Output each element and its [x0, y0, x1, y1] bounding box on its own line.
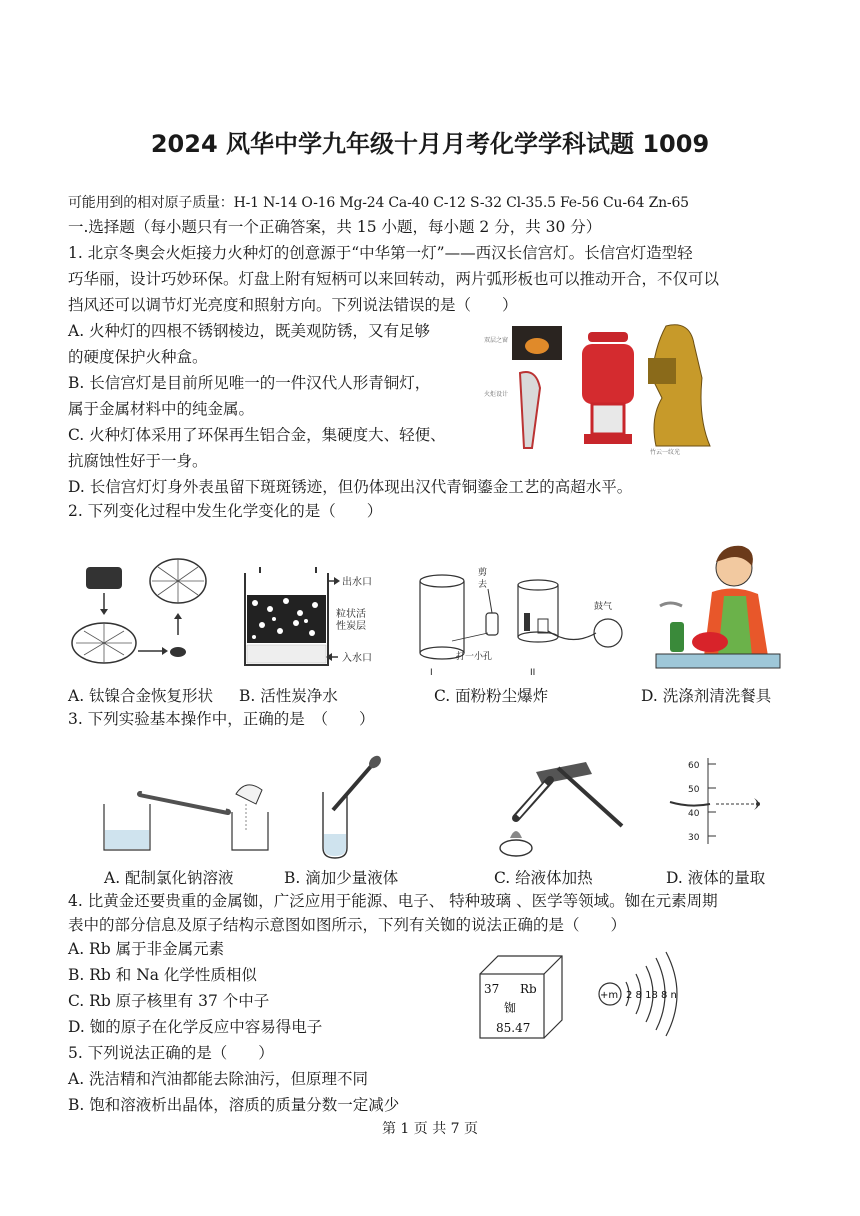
lantern-body: [582, 344, 634, 404]
paper-funnel: [236, 785, 262, 804]
section-heading: 一.选择题（每小题只有一个正确答案，共 15 小题，每小题 2 分，共 30 分）: [68, 218, 602, 236]
beaker-right: [232, 812, 268, 850]
dropper: [333, 764, 373, 810]
q1-option-b-line-2: 属于金属材料中的纯金属。: [68, 400, 255, 418]
q2-figure-b: [240, 565, 400, 677]
page-footer: 第 1 页 共 7 页: [381, 1121, 479, 1137]
nucleus-charge: +m: [600, 990, 619, 1001]
element-symbol: Rb: [520, 982, 537, 996]
page-title: 2024 风华中学九年级十月月考化学学科试题 1009: [150, 130, 710, 158]
detergent-bottle-icon: [670, 622, 684, 652]
atomic-mass: 85.47: [496, 1021, 531, 1035]
q2-stem: 2. 下列变化过程中发生化学变化的是（ ）: [68, 502, 383, 520]
q3-stem: 3. 下列实验基本操作中，正确的是 （ ）: [68, 710, 375, 728]
q1-option-b-line-1: B. 长信宫灯是目前所见唯一的一件汉代人形青铜灯，: [68, 374, 431, 392]
q3-figure-b: [315, 752, 385, 860]
dish-icon: [692, 632, 728, 652]
q4-stem-line-2: 表中的部分信息及原子结构示意图如图所示，下列有关铷的说法正确的是（ ）: [68, 916, 627, 934]
q1-option-d: D. 长信宫灯灯身外表虽留下斑斑锈迹，但仍体现出汉代青铜鎏金工艺的高超水平。: [68, 478, 633, 496]
palace-lamp-icon: [652, 325, 710, 446]
q4-option-d: D. 铷的原子在化学反应中容易得电子: [68, 1018, 323, 1036]
q3-caption-d: D. 液体的量取: [666, 869, 766, 887]
q3-caption-b: B. 滴加少量液体: [284, 869, 399, 887]
sink-icon: [656, 654, 780, 668]
candle-icon: [524, 613, 530, 631]
q1-stem-line-2: 巧华丽，设计巧妙环保。灯盘上附有短柄可以来回转动，两片弧形板也可以推动开合，不仅可以: [68, 270, 720, 288]
bottle-icon: [486, 613, 498, 635]
q1-lamps-figure: [480, 318, 720, 458]
q3-caption-a: A. 配制氯化钠溶液: [104, 869, 234, 887]
q1-option-c-line-2: 抗腐蚀性好于一身。: [68, 452, 208, 470]
q3-figure-a: [96, 764, 272, 856]
cut-label-2: 去: [478, 580, 488, 590]
q4-stem-line-1: 4. 比黄金还要贵重的金属铷，广泛应用于能源、电子、 特种玻璃 、医学等领域。铷在元素周期: [68, 892, 718, 910]
blow-label: 鼓气: [594, 602, 613, 612]
q1-stem-line-3: 挡风还可以调节灯光亮度和照射方向。下列说法错误的是（ ）: [68, 296, 518, 314]
lantern-glass: [592, 404, 624, 434]
q1-stem-line-1: 1. 北京冬奥会火炬接力火种灯的创意源于“中华第一灯”——西汉长信宫灯。长信宫灯造型轻: [68, 244, 693, 262]
q4-option-a: A. Rb 属于非金属元素: [68, 940, 225, 958]
inlet-label: 入水口: [342, 653, 372, 664]
alloy-block: [86, 567, 122, 589]
q2-caption-a: A. 钛镍合金恢复形状: [68, 687, 214, 705]
q2-caption-d: D. 洗涤剂清洗餐具: [641, 687, 772, 705]
q1-option-c-line-1: C. 火种灯体采用了环保再生铝合金，集硬度大、轻便、: [68, 426, 446, 444]
cylinder-i: [420, 581, 464, 653]
q5-option-b: B. 饱和溶液析出晶体，溶质的质量分数一定减少: [68, 1096, 400, 1114]
q1-option-a-line-2: 的硬度保护火种盒。: [68, 348, 208, 366]
q4-option-c: C. Rb 原子核里有 37 个中子: [68, 992, 270, 1010]
compressed-alloy: [170, 647, 186, 657]
q5-stem: 5. 下列说法正确的是（ ）: [68, 1044, 274, 1062]
q2-figure-a: [68, 555, 218, 675]
tick-60: 60: [688, 761, 700, 771]
meniscus: [670, 802, 710, 806]
flame-icon: [525, 338, 549, 354]
element-name: 铷: [504, 1001, 517, 1015]
tick-50: 50: [688, 785, 700, 795]
q2-caption-b: B. 活性炭净水: [239, 687, 338, 705]
atomic-masses-line: 可能用到的相对原子质量：H-1 N-14 O-16 Mg-24 Ca-40 C-12 S-32 Cl-35.5 Fe-56 Cu-64 Zn-65: [68, 195, 689, 211]
q1-option-a-line-1: A. 火种灯的四根不锈钢棱边，既美观防锈，又有足够: [68, 322, 431, 340]
tick-30: 30: [688, 833, 700, 843]
flame-icon: [510, 831, 522, 838]
tick-40: 40: [688, 809, 700, 819]
alcohol-lamp: [500, 840, 532, 856]
palace-lamp-shade: [648, 358, 676, 384]
setup-ii-label: II: [530, 668, 536, 678]
q2-figure-c: [412, 563, 632, 683]
image-label-3: 竹云一纹光: [650, 449, 681, 456]
atomic-number: 37: [484, 982, 500, 996]
q3-figure-d: [660, 752, 790, 852]
electron-shells: 2 8 18 8 n: [626, 990, 677, 1001]
q5-option-a: A. 洗洁精和汽油都能去除油污，但原理不同: [68, 1070, 369, 1088]
outlet-label: 出水口: [342, 577, 372, 588]
hole-label: 打一小孔: [456, 652, 493, 662]
q4-option-b: B. Rb 和 Na 化学性质相似: [68, 966, 257, 984]
q2-figure-d: [652, 538, 784, 678]
cut-label-1: 剪: [478, 568, 488, 578]
atom-structure-diagram: [590, 948, 700, 1038]
image-label-1: 双层之窗: [484, 337, 509, 344]
q3-caption-c: C. 给液体加热: [494, 869, 593, 887]
setup-i-label: I: [430, 668, 433, 678]
carbon-label-2: 性炭层: [336, 621, 366, 632]
lantern-top: [588, 332, 628, 342]
bellows-bulb-icon: [594, 619, 622, 647]
element-card: [476, 952, 566, 1044]
carbon-label-1: 粒状活: [336, 609, 366, 620]
torch-icon: [520, 372, 540, 448]
q3-figure-c: [496, 752, 626, 860]
lantern-base: [584, 434, 632, 444]
image-label-2: 火炬设计: [484, 391, 509, 398]
graduated-cylinder: [140, 794, 228, 812]
q2-caption-c: C. 面粉粉尘爆炸: [434, 687, 549, 705]
